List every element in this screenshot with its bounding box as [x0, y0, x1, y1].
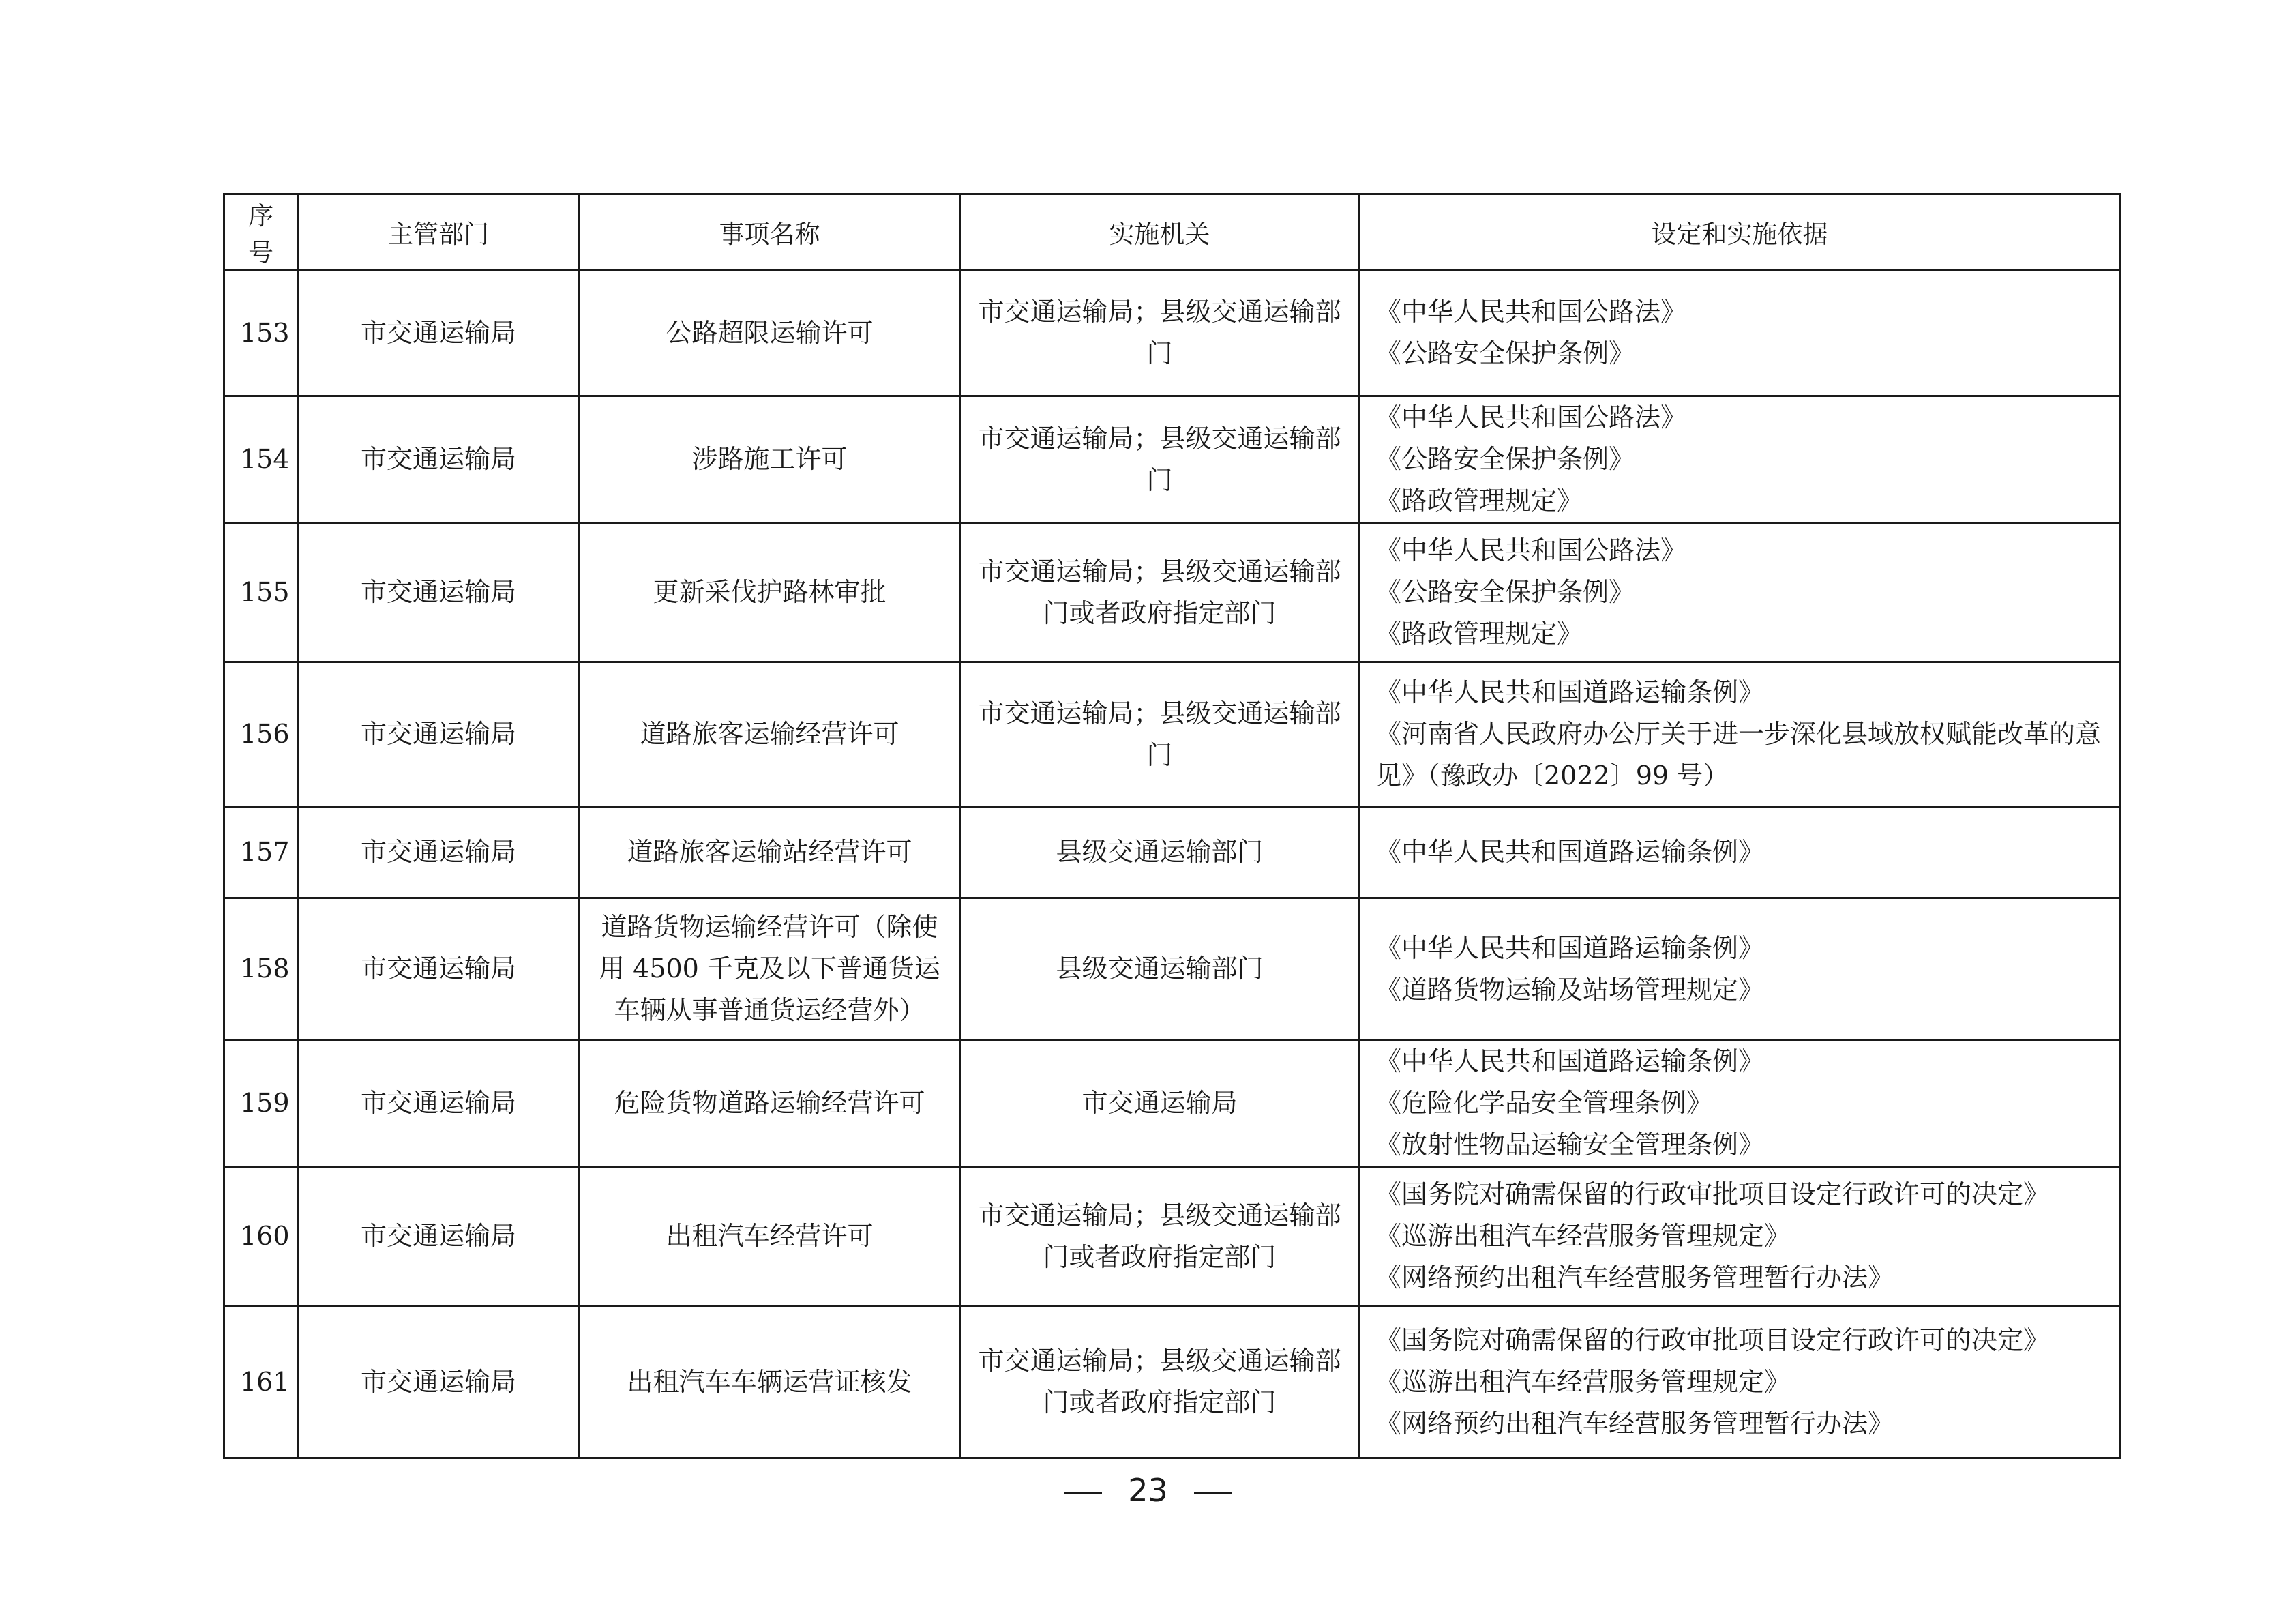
basis-line: 《公路安全保护条例》 [1375, 577, 1635, 607]
row-legal-basis [1360, 898, 2120, 1040]
footer-left-dash [1064, 1492, 1102, 1494]
row-department: 市交通运输局 [298, 807, 580, 898]
table-row [224, 662, 2120, 807]
basis-line: 《网络预约出租汽车经营服务管理暂行办法》 [1375, 1408, 1894, 1438]
header-department: 主管部门 [298, 194, 580, 270]
row-implementing-agency: 市交通运输局；县级交通运输部门或者政府指定部门 [960, 523, 1360, 662]
row-serial-number: 155 [224, 523, 298, 662]
basis-line: 《公路安全保护条例》 [1375, 338, 1635, 368]
row-item-name: 道路旅客运输站经营许可 [580, 807, 960, 898]
table-row [224, 807, 2120, 898]
row-legal-basis [1360, 662, 2120, 807]
header-serial-number: 序号 [224, 194, 298, 270]
row-serial-number: 154 [224, 396, 298, 523]
table-row [224, 1306, 2120, 1458]
row-serial-number: 160 [224, 1167, 298, 1306]
row-department: 市交通运输局 [298, 1040, 580, 1167]
row-department: 市交通运输局 [298, 1306, 580, 1458]
row-serial-number: 153 [224, 270, 298, 396]
row-item-name: 出租汽车车辆运营证核发 [580, 1306, 960, 1458]
row-department: 市交通运输局 [298, 270, 580, 396]
row-serial-number: 161 [224, 1306, 298, 1458]
row-serial-number: 156 [224, 662, 298, 807]
basis-line: 《巡游出租汽车经营服务管理规定》 [1375, 1221, 1791, 1251]
row-item-name: 更新采伐护路林审批 [580, 523, 960, 662]
row-department: 市交通运输局 [298, 898, 580, 1040]
row-implementing-agency: 市交通运输局；县级交通运输部门 [960, 270, 1360, 396]
row-implementing-agency: 县级交通运输部门 [960, 898, 1360, 1040]
basis-line: 《中华人民共和国道路运输条例》 [1375, 932, 1765, 963]
row-implementing-agency: 市交通运输局；县级交通运输部门 [960, 396, 1360, 523]
row-department: 市交通运输局 [298, 662, 580, 807]
basis-line: 《公路安全保护条例》 [1375, 444, 1635, 474]
row-implementing-agency: 市交通运输局；县级交通运输部门或者政府指定部门 [960, 1306, 1360, 1458]
table-row [224, 523, 2120, 662]
row-item-name: 道路货物运输经营许可（除使用 4500 千克及以下普通货运车辆从事普通货运经营外） [580, 898, 960, 1040]
row-item-name: 出租汽车经营许可 [580, 1167, 960, 1306]
basis-line: 《中华人民共和国道路运输条例》 [1375, 1046, 1765, 1076]
basis-line: 《危险化学品安全管理条例》 [1375, 1088, 1713, 1118]
row-implementing-agency: 市交通运输局；县级交通运输部门或者政府指定部门 [960, 1167, 1360, 1306]
basis-line: 《放射性物品运输安全管理条例》 [1375, 1130, 1765, 1160]
table-header-row [224, 194, 2120, 270]
basis-line: 《巡游出租汽车经营服务管理规定》 [1375, 1366, 1791, 1397]
row-item-name: 公路超限运输许可 [580, 270, 960, 396]
row-legal-basis [1360, 396, 2120, 523]
table-row [224, 396, 2120, 523]
header-item-name: 事项名称 [580, 194, 960, 270]
table-row [224, 1167, 2120, 1306]
row-item-name: 涉路施工许可 [580, 396, 960, 523]
row-department: 市交通运输局 [298, 523, 580, 662]
table-row [224, 898, 2120, 1040]
row-legal-basis [1360, 1306, 2120, 1458]
row-legal-basis [1360, 1167, 2120, 1306]
row-implementing-agency: 市交通运输局；县级交通运输部门 [960, 662, 1360, 807]
row-legal-basis [1360, 1040, 2120, 1167]
row-serial-number: 158 [224, 898, 298, 1040]
table-row [224, 270, 2120, 396]
row-serial-number: 157 [224, 807, 298, 898]
row-item-name: 道路旅客运输经营许可 [580, 662, 960, 807]
row-department: 市交通运输局 [298, 396, 580, 523]
header-legal-basis: 设定和实施依据 [1360, 194, 2120, 270]
row-implementing-agency: 县级交通运输部门 [960, 807, 1360, 898]
basis-line: 《国务院对确需保留的行政审批项目设定行政许可的决定》 [1375, 1325, 2050, 1355]
basis-line: 《国务院对确需保留的行政审批项目设定行政许可的决定》 [1375, 1179, 2050, 1209]
row-item-name: 危险货物道路运输经营许可 [580, 1040, 960, 1167]
footer-right-dash [1194, 1492, 1232, 1494]
basis-line: 《路政管理规定》 [1375, 619, 1583, 649]
basis-line: 《中华人民共和国公路法》 [1375, 297, 1687, 327]
row-legal-basis [1360, 523, 2120, 662]
row-department: 市交通运输局 [298, 1167, 580, 1306]
row-legal-basis [1360, 807, 2120, 898]
row-serial-number: 159 [224, 1040, 298, 1167]
page-number: 23 [1128, 1472, 1168, 1509]
page-footer [0, 1466, 2296, 1514]
row-legal-basis [1360, 270, 2120, 396]
basis-line: 《河南省人民政府办公厅关于进一步深化县域放权赋能改革的意见》（豫政办〔2022〕99 号） [1375, 719, 2102, 791]
basis-line: 《道路货物运输及站场管理规定》 [1375, 974, 1765, 1005]
header-implementing-agency: 实施机关 [960, 194, 1360, 270]
row-implementing-agency: 市交通运输局 [960, 1040, 1360, 1167]
basis-line: 《中华人民共和国道路运输条例》 [1375, 677, 1765, 707]
basis-line: 《网络预约出租汽车经营服务管理暂行办法》 [1375, 1263, 1894, 1293]
basis-line: 《中华人民共和国道路运输条例》 [1375, 837, 1765, 867]
approval-items-table [223, 193, 2121, 1459]
basis-line: 《路政管理规定》 [1375, 486, 1583, 516]
table-row [224, 1040, 2120, 1167]
basis-line: 《中华人民共和国公路法》 [1375, 402, 1687, 432]
basis-line: 《中华人民共和国公路法》 [1375, 535, 1687, 565]
